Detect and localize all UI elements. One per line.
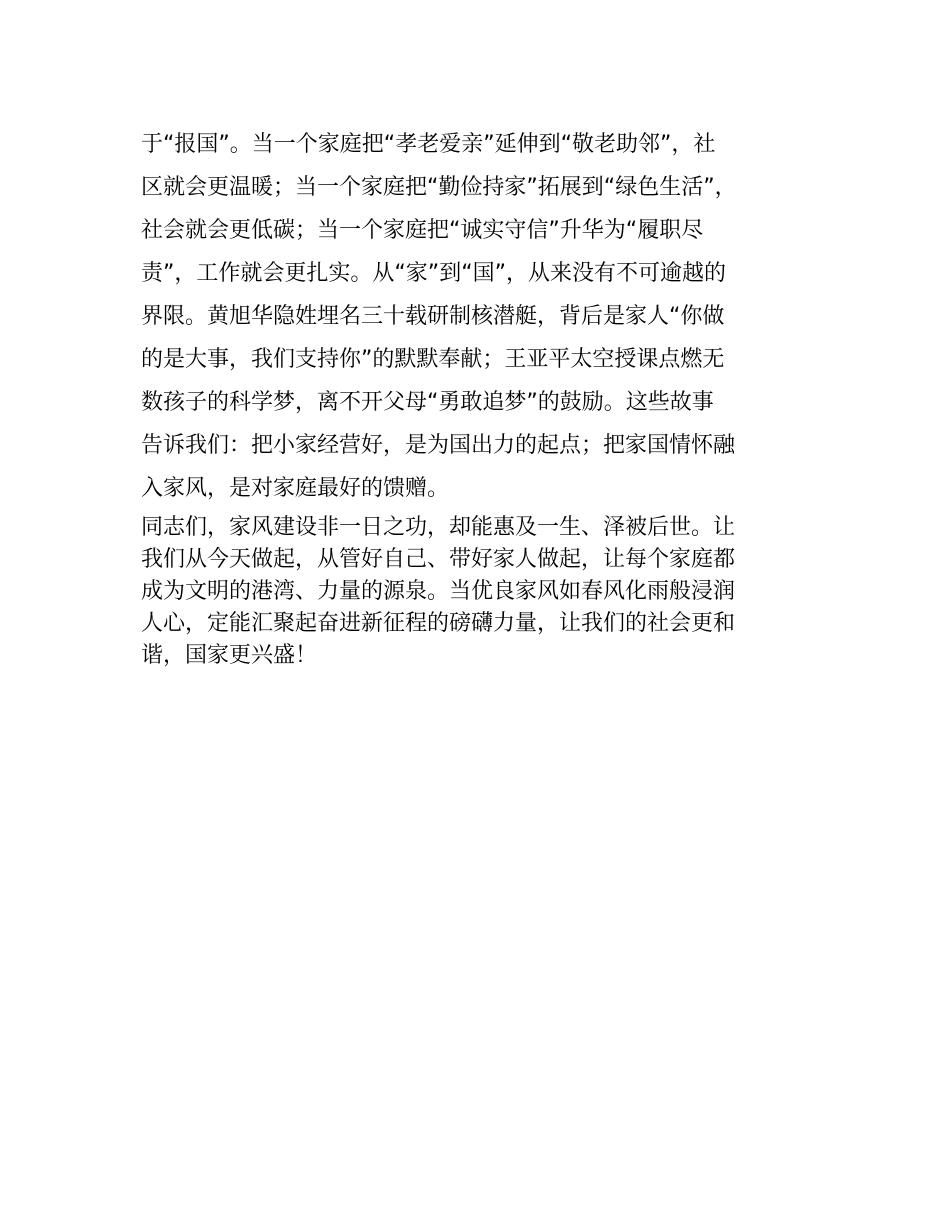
paragraph-line: 区就会更温暖；当一个家庭把“勤俭持家”拓展到“绿色生活”，: [141, 175, 737, 200]
paragraph-line: 谐，国家更兴盛！: [141, 643, 318, 668]
paragraph-line: 同志们，家风建设非一日之功，却能惠及一生、泽被后世。让: [141, 515, 736, 540]
paragraph-line: 入家风，是对家庭最好的馈赠。: [141, 476, 450, 501]
paragraph-line: 责”，工作就会更扎实。从“家”到“国”，从来没有不可逾越的: [141, 261, 726, 286]
paragraph-line: 的是大事，我们支持你”的默默奉献；王亚平太空授课点燃无: [141, 347, 725, 372]
paragraph-line: 数孩子的科学梦，离不开父母“勇敢追梦”的鼓励。这些故事: [141, 390, 714, 415]
paragraph-2: [141, 512, 735, 672]
paragraph-1: [141, 123, 737, 510]
paragraph-line: 我们从今天做起，从管好自己、带好家人做起，让每个家庭都: [141, 547, 736, 572]
paragraph-line: 人心，定能汇聚起奋进新征程的磅礴力量，让我们的社会更和: [141, 611, 736, 636]
paragraph-line: 社会就会更低碳；当一个家庭把“诚实守信”升华为“履职尽: [141, 218, 704, 243]
paragraph-line: 于“报国”。当一个家庭把“孝老爱亲”延伸到“敬老助邻”，社: [141, 132, 716, 157]
paragraph-line: 告诉我们：把小家经营好，是为国出力的起点；把家国情怀融: [141, 433, 736, 458]
paragraph-line: 成为文明的港湾、力量的源泉。当优良家风如春风化雨般浸润: [141, 579, 736, 604]
paragraph-line: 界限。黄旭华隐姓埋名三十载研制核潜艇，背后是家人“你做: [141, 304, 725, 329]
